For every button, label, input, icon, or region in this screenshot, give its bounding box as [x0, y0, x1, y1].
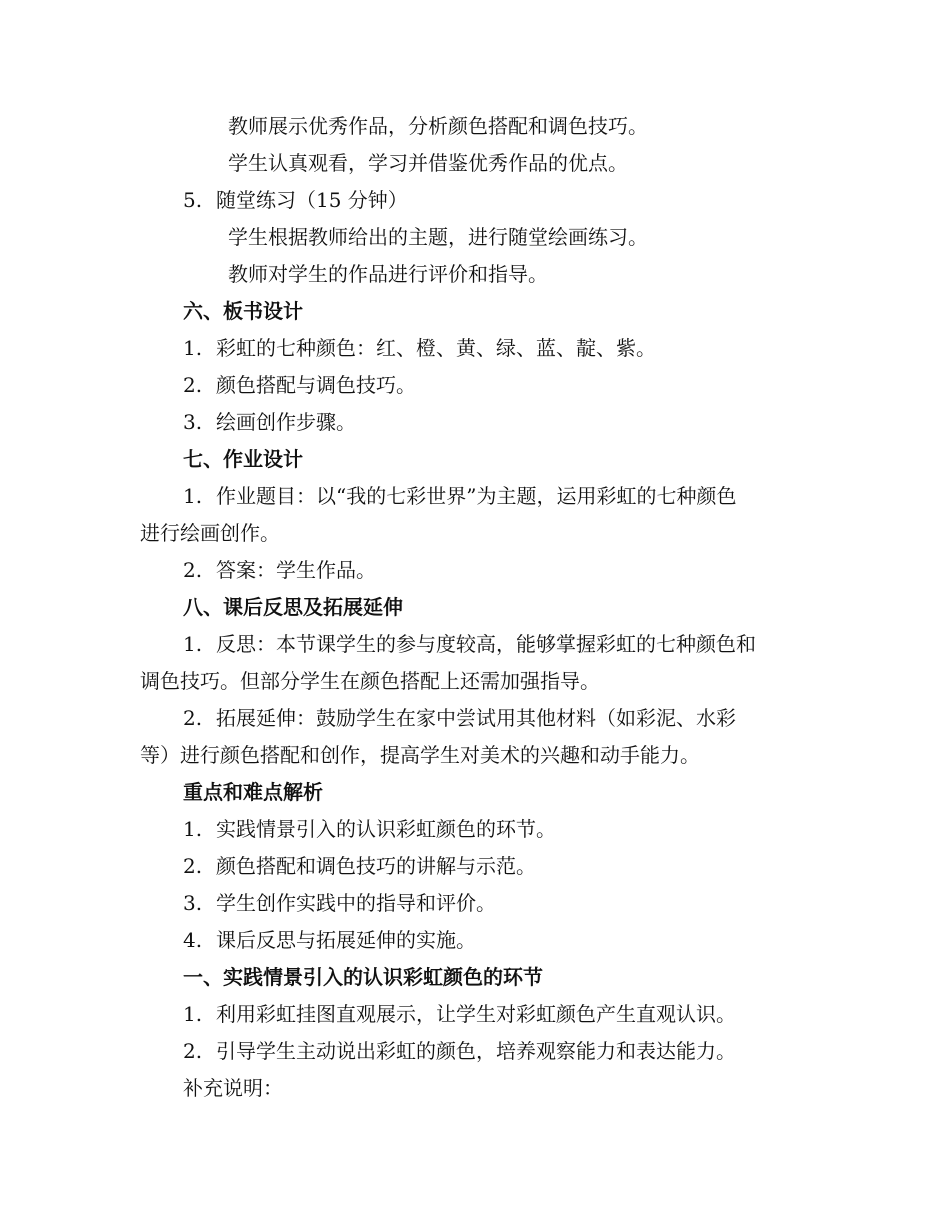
list-item: 1. 利用彩虹挂图直观展示，让学生对彩虹颜色产生直观认识。 — [183, 1002, 736, 1026]
list-number: 1. — [183, 817, 203, 841]
list-item: 2. 颜色搭配和调色技巧的讲解与示范。 — [183, 854, 536, 878]
paragraph-continuation: 调色技巧。但部分学生在颜色搭配上还需加强指导。 — [140, 669, 600, 693]
paragraph: 学生根据教师给出的主题，进行随堂绘画练习。 — [228, 225, 648, 249]
list-number: 2. — [183, 1039, 203, 1063]
list-item: 1. 反思：本节课学生的参与度较高，能够掌握彩虹的七种颜色和 — [183, 632, 756, 656]
list-item: 2. 拓展延伸：鼓励学生在家中尝试用其他材料（如彩泥、水彩 — [183, 706, 736, 730]
list-number: 3. — [183, 410, 203, 434]
list-number: 1. — [183, 632, 203, 656]
list-item: 5. 随堂练习（15 分钟） — [183, 188, 408, 212]
list-number: 1. — [183, 484, 203, 508]
list-item: 4. 课后反思与拓展延伸的实施。 — [183, 928, 476, 952]
paragraph-continuation: 等）进行颜色搭配和创作，提高学生对美术的兴趣和动手能力。 — [140, 743, 700, 767]
paragraph-continuation: 进行绘画创作。 — [140, 521, 280, 545]
section-heading: 八、课后反思及拓展延伸 — [183, 595, 403, 619]
paragraph: 补充说明： — [183, 1076, 283, 1100]
list-item: 3. 绘画创作步骤。 — [183, 410, 356, 434]
section-heading: 六、板书设计 — [183, 299, 303, 323]
list-number: 2. — [183, 558, 203, 582]
paragraph: 教师对学生的作品进行评价和指导。 — [228, 262, 548, 286]
list-number: 3. — [183, 891, 203, 915]
list-item: 3. 学生创作实践中的指导和评价。 — [183, 891, 496, 915]
list-number: 2. — [183, 373, 203, 397]
list-item: 2. 引导学生主动说出彩虹的颜色，培养观察能力和表达能力。 — [183, 1039, 736, 1063]
list-item: 2. 答案：学生作品。 — [183, 558, 376, 582]
list-number: 1. — [183, 1002, 203, 1026]
list-number: 2. — [183, 854, 203, 878]
list-item: 1. 实践情景引入的认识彩虹颜色的环节。 — [183, 817, 556, 841]
list-item: 2. 颜色搭配与调色技巧。 — [183, 373, 416, 397]
list-number: 5. — [183, 188, 203, 212]
paragraph: 学生认真观看，学习并借鉴优秀作品的优点。 — [228, 151, 628, 175]
section-heading: 重点和难点解析 — [183, 780, 323, 804]
list-item: 1. 彩虹的七种颜色：红、橙、黄、绿、蓝、靛、紫。 — [183, 336, 656, 360]
list-number: 4. — [183, 928, 203, 952]
list-item: 1. 作业题目：以“我的七彩世界”为主题，运用彩虹的七种颜色 — [183, 484, 737, 508]
section-heading: 一、实践情景引入的认识彩虹颜色的环节 — [183, 965, 543, 989]
list-number: 1. — [183, 336, 203, 360]
list-number: 2. — [183, 706, 203, 730]
section-heading: 七、作业设计 — [183, 447, 303, 471]
paragraph: 教师展示优秀作品，分析颜色搭配和调色技巧。 — [228, 114, 648, 138]
